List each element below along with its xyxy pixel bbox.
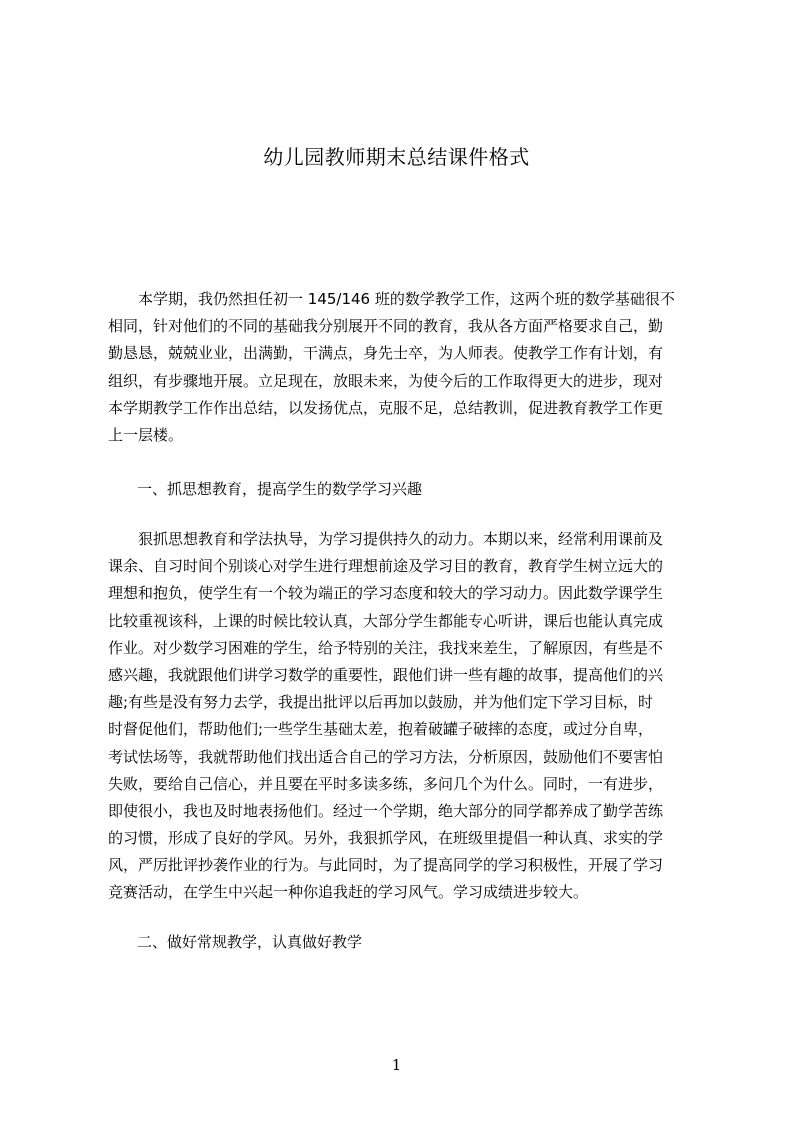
paragraph-line: 失败，要给自己信心，并且要在平时多读多练，多问几个为什么。同时，一有进步， bbox=[108, 774, 664, 793]
paragraph-line: 本学期教学工作作出总结，以发扬优点，克服不足，总结教训，促进教育教学工作更 bbox=[108, 398, 664, 417]
paragraph-line: 理想和抱负，使学生有一个较为端正的学习态度和较大的学习动力。因此数学课学生 bbox=[108, 584, 664, 603]
paragraph-line: 课余、自习时间个别谈心对学生进行理想前途及学习目的教育，教育学生树立远大的 bbox=[108, 557, 664, 576]
paragraph-line: 的习惯，形成了良好的学风。另外，我狠抓学风，在班级里提倡一种认真、求实的学 bbox=[108, 829, 664, 848]
paragraph-line: 即使很小，我也及时地表扬他们。经过一个学期，绝大部分的同学都养成了勤学苦练 bbox=[108, 801, 664, 820]
paragraph-line: 风，严厉批评抄袭作业的行为。与此同时，为了提高同学的学习积极性，开展了学习 bbox=[108, 856, 664, 875]
paragraph-line: 时督促他们，帮助他们;一些学生基础太差，抱着破罐子破摔的态度，或过分自卑， bbox=[108, 720, 654, 739]
section-heading-2: 二、做好常规教学，认真做好教学 bbox=[137, 933, 363, 951]
section-1-paragraph bbox=[108, 526, 700, 907]
paragraph-line: 上一层楼。 bbox=[108, 425, 184, 444]
paragraph-line: 感兴趣，我就跟他们讲学习数学的重要性，跟他们讲一些有趣的故事，提高他们的兴 bbox=[108, 665, 664, 684]
paragraph-line: 相同，针对他们的不同的基础我分别展开不同的教育，我从各方面严格要求自己，勤 bbox=[108, 317, 664, 336]
paragraph-line: 比较重视该科，上课的时候比较认真，大部分学生都能专心听讲，课后也能认真完成 bbox=[108, 611, 664, 630]
section-heading-1: 一、抓思想教育，提高学生的数学学习兴趣 bbox=[137, 480, 423, 498]
paragraph-line: 组织，有步骤地开展。立足现在，放眼未来，为使今后的工作取得更大的进步，现对 bbox=[108, 371, 664, 390]
paragraph-line: 狠抓思想教育和学法执导，为学习提供持久的动力。本期以来，经常利用课前及 bbox=[108, 530, 664, 548]
paragraph-line: 趣;有些是没有努力去学，我提出批评以后再加以鼓励，并为他们定下学习目标，时 bbox=[108, 693, 654, 712]
page-number: 1 bbox=[391, 1056, 402, 1074]
paragraph-line: 考试怯场等，我就帮助他们找出适合自己的学习方法，分析原因，鼓励他们不要害怕 bbox=[108, 747, 664, 766]
document-title: 幼儿园教师期末总结课件格式 bbox=[263, 145, 530, 169]
paragraph-line: 作业。对少数学习困难的学生，给予特别的关注，我找来差生，了解原因，有些是不 bbox=[108, 638, 664, 657]
paragraph-line: 本学期，我仍然担任初一 145/146 班的数学教学工作，这两个班的数学基础很不 bbox=[108, 290, 675, 308]
paragraph-line: 勤恳恳，兢兢业业，出满勤，干满点，身先士卒，为人师表。使教学工作有计划，有 bbox=[108, 344, 664, 363]
intro-paragraph bbox=[108, 286, 700, 449]
paragraph-line: 竞赛活动，在学生中兴起一种你追我赶的学习风气。学习成绩进步较大。 bbox=[108, 883, 589, 902]
